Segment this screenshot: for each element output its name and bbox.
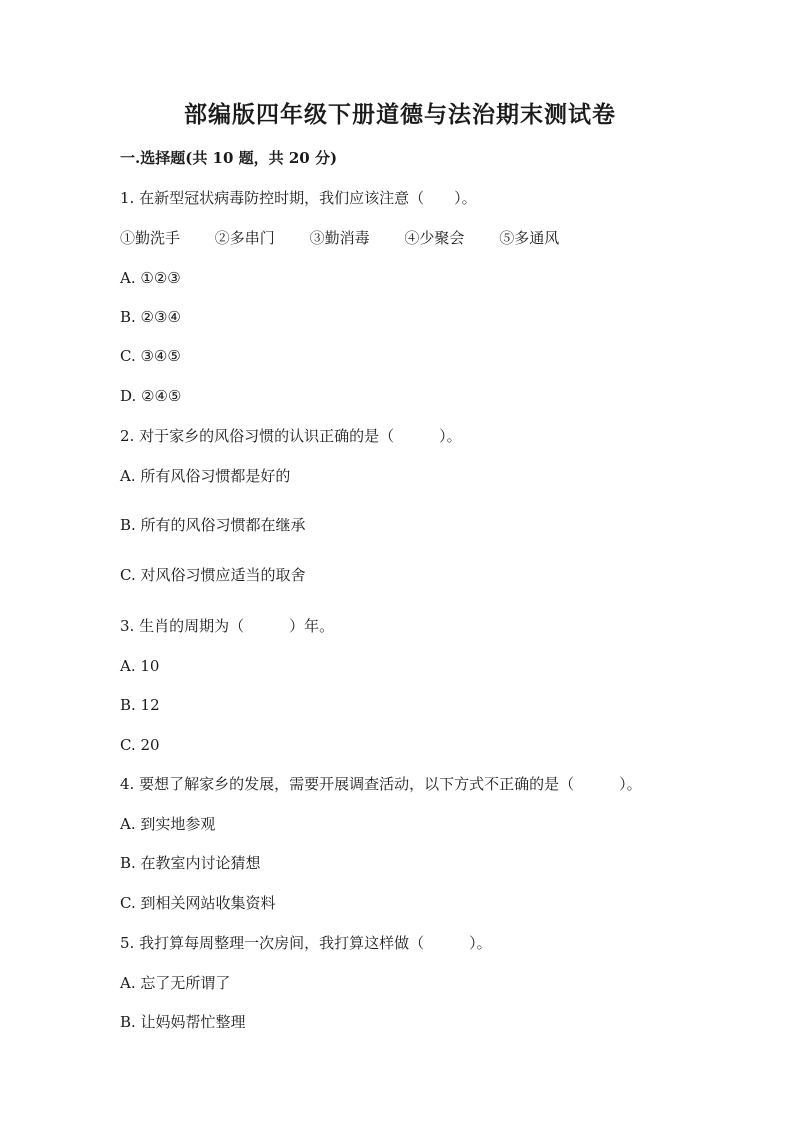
q1-item-1: ①勤洗手: [120, 229, 181, 247]
q1-option-a: A. ①②③: [120, 269, 181, 287]
q5-option-a: A. 忘了无所谓了: [120, 974, 231, 992]
q4-option-c: C. 到相关网站收集资料: [120, 894, 276, 912]
section-heading: 一.选择题(共 10 题，共 20 分): [120, 149, 338, 167]
question-2-stem: 2. 对于家乡的风俗习惯的认识正确的是（ ）。: [120, 427, 462, 445]
q5-option-b: B. 让妈妈帮忙整理: [120, 1013, 246, 1031]
q2-option-b: B. 所有的风俗习惯都在继承: [120, 516, 306, 534]
q1-option-d: D. ②④⑤: [120, 387, 182, 405]
q1-option-c: C. ③④⑤: [120, 347, 181, 365]
q2-option-c: C. 对风俗习惯应适当的取舍: [120, 566, 306, 584]
q4-option-a: A. 到实地参观: [120, 815, 216, 833]
q2-option-a: A. 所有风俗习惯都是好的: [120, 467, 291, 485]
q3-option-b: B. 12: [120, 696, 160, 714]
question-3-stem: 3. 生肖的周期为（ ）年。: [120, 617, 335, 635]
q1-option-b: B. ②③④: [120, 308, 181, 326]
page-title: 部编版四年级下册道德与法治期末测试卷: [184, 101, 616, 128]
q1-item-3: ③勤消毒: [309, 229, 370, 247]
q1-item-4: ④少聚会: [404, 229, 465, 247]
q1-item-2: ②多串门: [214, 229, 275, 247]
q4-option-b: B. 在教室内讨论猜想: [120, 854, 261, 872]
question-1-stem: 1. 在新型冠状病毒防控时期，我们应该注意（ ）。: [120, 189, 477, 207]
question-4-stem: 4. 要想了解家乡的发展，需要开展调查活动，以下方式不正确的是（ ）。: [120, 775, 642, 793]
question-5-stem: 5. 我打算每周整理一次房间，我打算这样做（ ）。: [120, 934, 492, 952]
question-1-items: [120, 228, 589, 248]
q3-option-a: A. 10: [120, 657, 160, 675]
q3-option-c: C. 20: [120, 736, 160, 754]
q1-item-5: ⑤多通风: [499, 229, 560, 247]
